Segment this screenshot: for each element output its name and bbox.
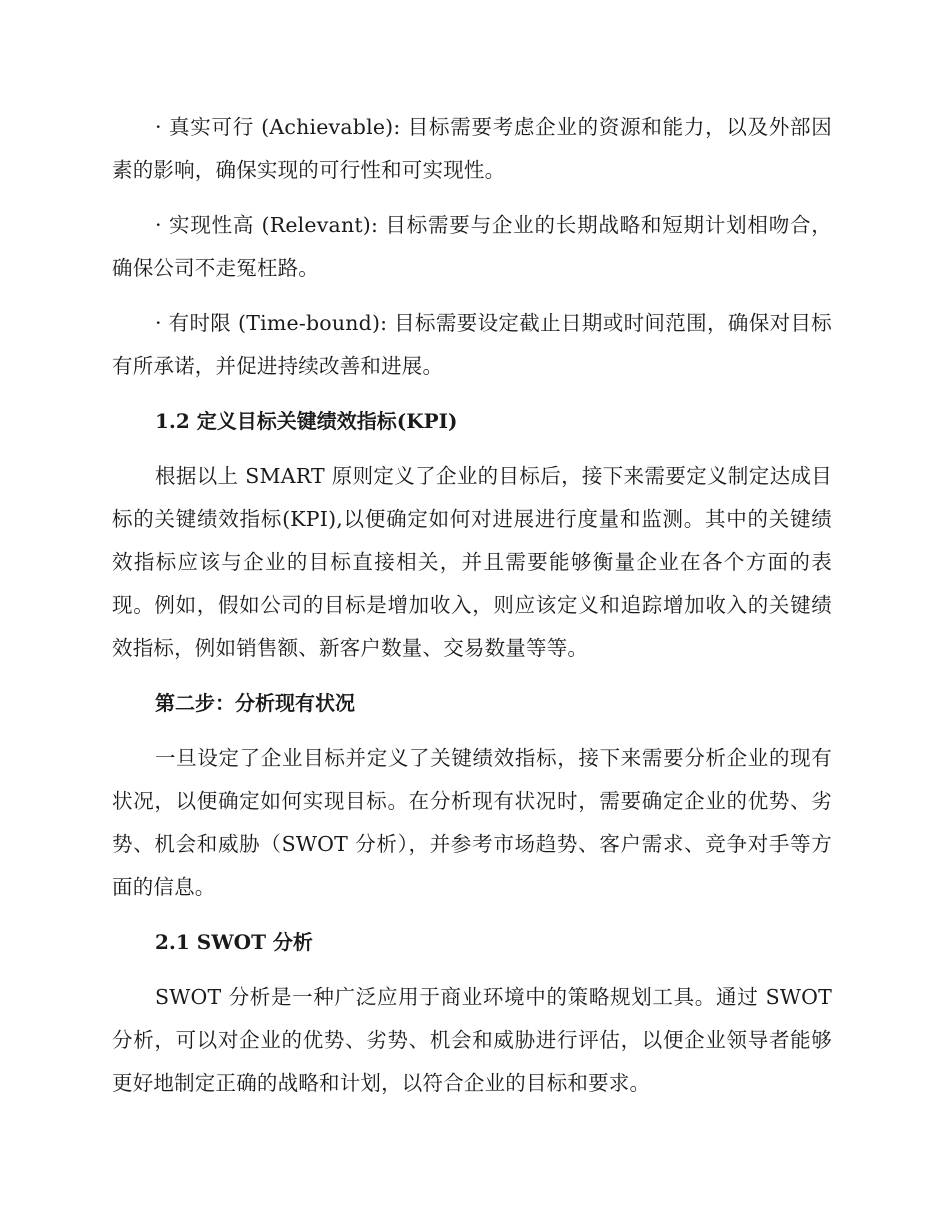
section-heading-2-1: 2.1 SWOT 分析	[155, 930, 313, 954]
document-body	[112, 106, 832, 1105]
paragraph-gap	[112, 670, 832, 682]
paragraph-gap	[112, 443, 832, 455]
section-heading-step2: 第二步：分析现有状况	[155, 691, 355, 715]
paragraph-gap	[112, 388, 832, 400]
paragraph-gap	[112, 909, 832, 921]
paragraph-kpi: 根据以上 SMART 原则定义了企业的目标后，接下来需要定义制定达成目标的关键绩效指标(KPI),以便确定如何对进展进行度量和监测。其中的关键绩效指标应该与企业的目标直接相关，并且需要能够衡量企业在各个方面的表现。例如，假如公司的目标是增加收入，则应该定义和追踪增加收入的关键绩效指标，例如销售额、新客户数量、交易数量等等。	[112, 464, 832, 660]
paragraph-gap	[112, 192, 832, 204]
paragraph-gap	[112, 725, 832, 737]
paragraph-swot: SWOT 分析是一种广泛应用于商业环境中的策略规划工具。通过 SWOT 分析，可以对企业的优势、劣势、机会和威胁进行评估，以便企业领导者能够更好地制定正确的战略和计划，以符合企业的目标和要求。	[112, 985, 832, 1095]
bullet-relevant: · 实现性高 (Relevant): 目标需要与企业的长期战略和短期计划相吻合，确保公司不走冤枉路。	[112, 213, 832, 280]
paragraph-gap	[112, 290, 832, 302]
paragraph-step2: 一旦设定了企业目标并定义了关键绩效指标，接下来需要分析企业的现有状况，以便确定如何实现目标。在分析现有状况时，需要确定企业的优势、劣势、机会和威胁（SWOT 分析），并参考市场趋势、客户需求、竞争对手等方面的信息。	[112, 746, 832, 899]
bullet-achievable: · 真实可行 (Achievable): 目标需要考虑企业的资源和能力，以及外部因素的影响，确保实现的可行性和可实现性。	[112, 115, 832, 182]
bullet-time-bound: · 有时限 (Time-bound): 目标需要设定截止日期或时间范围，确保对目标有所承诺，并促进持续改善和进展。	[112, 311, 832, 378]
section-heading-1-2: 1.2 定义目标关键绩效指标(KPI)	[155, 409, 458, 433]
paragraph-gap	[112, 964, 832, 976]
